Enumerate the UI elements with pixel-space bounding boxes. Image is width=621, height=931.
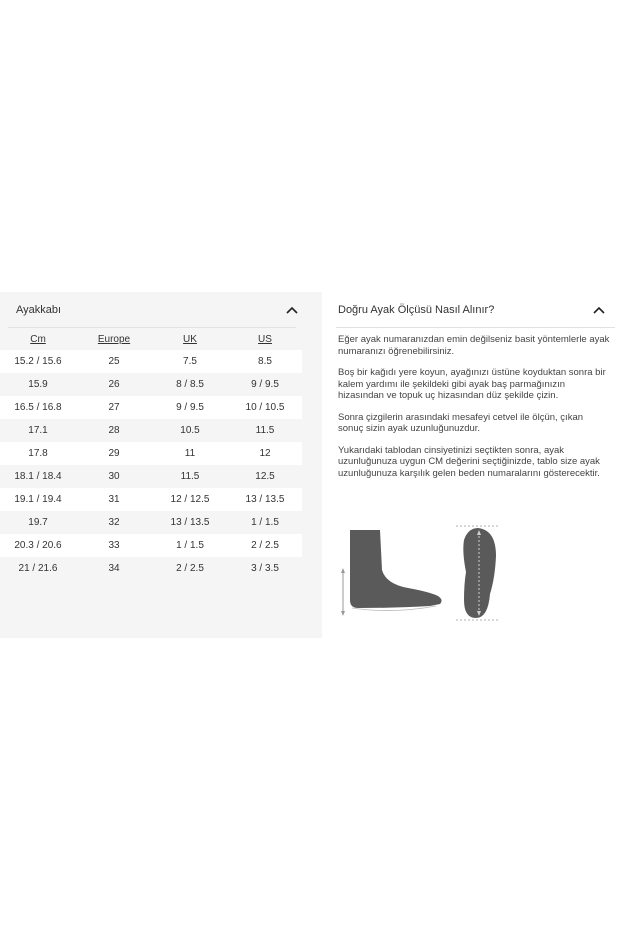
size-chart-title: Ayakkabı (16, 304, 62, 316)
cell-uk: 8 / 8.5 (152, 373, 228, 396)
cell-cm: 17.1 (0, 419, 76, 442)
table-row (0, 488, 302, 511)
table-row (0, 465, 302, 488)
cell-uk: 7.5 (152, 350, 228, 373)
table-row (0, 396, 302, 419)
cell-uk: 11.5 (152, 465, 228, 488)
guide-paragraph: Eğer ayak numaranızdan emin değilseniz basit yöntemlerle ayak numaranızı öğrenebilirsiniz. (338, 334, 610, 357)
cell-uk: 9 / 9.5 (152, 396, 228, 419)
cell-us: 1 / 1.5 (228, 511, 302, 534)
cell-us: 11.5 (228, 419, 302, 442)
cell-us: 12.5 (228, 465, 302, 488)
cell-uk: 2 / 2.5 (152, 557, 228, 580)
cell-europe: 25 (76, 350, 152, 373)
cell-cm: 17.8 (0, 442, 76, 465)
size-chart-panel (0, 292, 322, 638)
cell-cm: 15.2 / 15.6 (0, 350, 76, 373)
chevron-up-icon[interactable] (591, 302, 607, 318)
measure-guide-title: Doğru Ayak Ölçüsü Nasıl Alınır? (338, 304, 495, 316)
measure-guide-text (338, 334, 610, 489)
column-header-uk: UK (183, 333, 197, 345)
cell-europe: 26 (76, 373, 152, 396)
cell-uk: 10.5 (152, 419, 228, 442)
measure-guide-header[interactable] (330, 292, 607, 328)
column-header-europe: Europe (97, 333, 131, 345)
cell-cm: 16.5 / 16.8 (0, 396, 76, 419)
table-row (0, 534, 302, 557)
table-row (0, 557, 302, 580)
size-table (0, 328, 302, 580)
guide-paragraph: Sonra çizgilerin arasındaki mesafeyi cetvel ile ölçün, çıkan sonuç sizin ayak uzunluğunuzdur. (338, 411, 584, 434)
cell-cm: 15.9 (0, 373, 76, 396)
cell-europe: 30 (76, 465, 152, 488)
cell-cm: 19.7 (0, 511, 76, 534)
column-header-us: US (258, 333, 272, 345)
guide-paragraph: Yukarıdaki tablodan cinsiyetinizi seçtikten sonra, ayak uzunluğunuza uygun CM değerini seçtiğinizde, tablo size ayak uzunluğunuza karşılık gelen beden numaralarını gösterecektir. (338, 444, 600, 479)
cell-europe: 31 (76, 488, 152, 511)
divider (336, 327, 615, 328)
table-row (0, 419, 302, 442)
cell-europe: 27 (76, 396, 152, 419)
table-row (0, 373, 302, 396)
cell-cm: 18.1 / 18.4 (0, 465, 76, 488)
cell-cm: 20.3 / 20.6 (0, 534, 76, 557)
cell-us: 13 / 13.5 (228, 488, 302, 511)
cell-us: 8.5 (228, 350, 302, 373)
cell-uk: 1 / 1.5 (152, 534, 228, 557)
cell-us: 2 / 2.5 (228, 534, 302, 557)
cell-cm: 19.1 / 19.4 (0, 488, 76, 511)
cell-uk: 13 / 13.5 (152, 511, 228, 534)
chevron-up-icon[interactable] (284, 302, 300, 318)
cell-cm: 21 / 21.6 (0, 557, 76, 580)
guide-paragraph: Boş bir kağıdı yere koyun, ayağınızı üstüne koyduktan sonra bir kalem yardımı ile şekildeki gibi ayak baş parmağınızın hizasından ve topuk uç hizasından düz şekilde çizin. (338, 367, 606, 401)
cell-us: 9 / 9.5 (228, 373, 302, 396)
table-row (0, 511, 302, 534)
measure-guide-panel (330, 292, 621, 638)
cell-uk: 11 (152, 442, 228, 465)
cell-europe: 32 (76, 511, 152, 534)
cell-europe: 29 (76, 442, 152, 465)
column-header-cm: Cm (30, 333, 46, 345)
foot-illustration (338, 522, 608, 632)
cell-europe: 34 (76, 557, 152, 580)
table-header-row (0, 328, 302, 350)
cell-us: 10 / 10.5 (228, 396, 302, 419)
cell-europe: 33 (76, 534, 152, 557)
cell-europe: 28 (76, 419, 152, 442)
table-row (0, 442, 302, 465)
table-row (0, 350, 302, 373)
foot-side-icon (341, 530, 442, 616)
cell-us: 3 / 3.5 (228, 557, 302, 580)
size-chart-header[interactable] (0, 292, 300, 328)
cell-uk: 12 / 12.5 (152, 488, 228, 511)
cell-us: 12 (228, 442, 302, 465)
foot-sole-icon (456, 526, 500, 620)
